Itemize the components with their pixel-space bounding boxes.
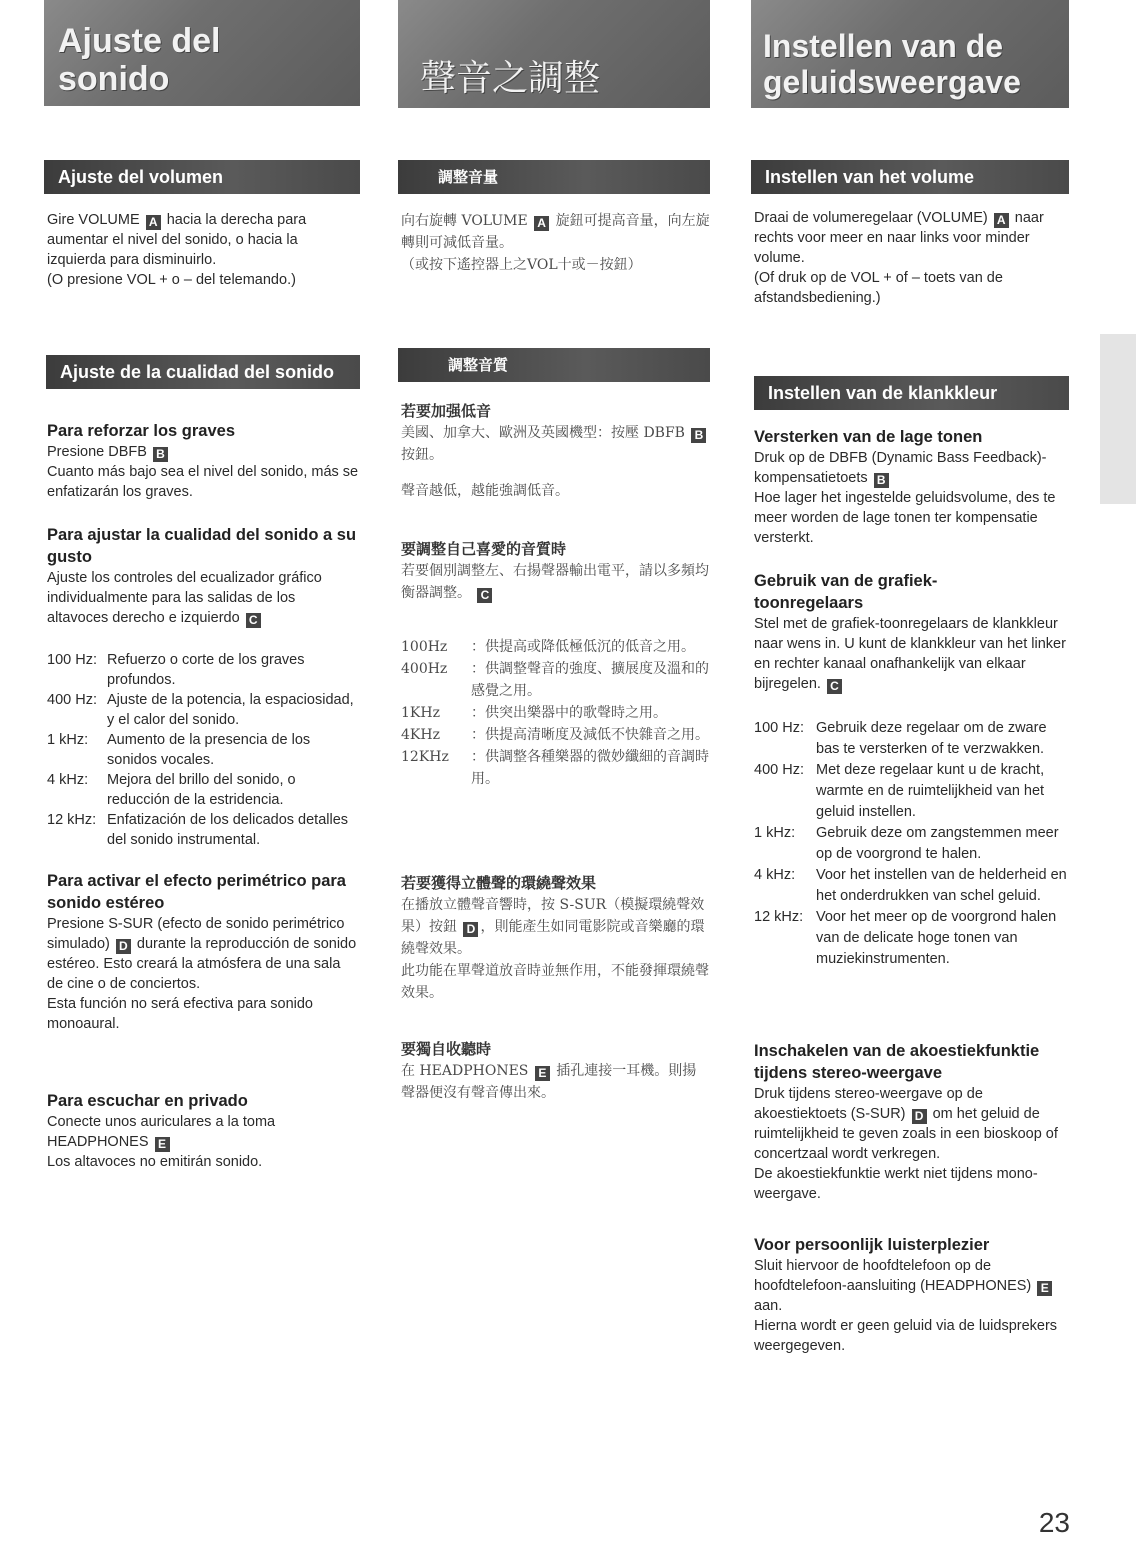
bass-heading: Versterken van de lage tonen [754,428,983,446]
taste-block: 要調整自己喜愛的音質時 若要個別調整左、右揚聲器輸出電平，請以多頻均衡器調整。 C [401,540,709,602]
key-b-icon: B [153,447,168,462]
surround-block: Para activar el efecto perimétrico para sonido estéreo Presione S-SUR (efecto de sonido perimétrico simulado) D durante la reproducción de sonido estéreo. Esto creará la atmósfera de una sala de cine o de conciertos. Esta función no será efectiva para sonido monoaural. [47,870,360,1034]
key-e-icon: E [535,1066,550,1081]
freq-list [401,636,710,790]
key-d-icon: D [463,922,478,937]
freq-item: 12KHz ：供調整各種樂器的微妙纖細的音調時用。 [401,749,709,787]
freq-item: 12 kHz: Voor het meer op de voorgrond halen van de delicate hoge tonen van muziekinstrumenten. [754,909,1057,967]
bass-block: Versterken van de lage tonen Druk op de DBFB (Dynamic Bass Feedback)-kompensatietoets B Hoe lager het ingestelde geluidsvolume, des te meer worden de lage tonen ter kompensatie versterkt. [754,426,1069,548]
private-block: Voor persoonlijk luisterplezier Sluit hiervoor de hoofdtelefoon op de hoofdtelefoon-aansluiting (HEADPHONES) E aan. Hierna wordt er geen geluid via de luidsprekers weergegeven. [754,1234,1069,1356]
volume-heading-bar: Instellen van het volume [751,160,1069,194]
freq-item: 400Hz ：供調整聲音的強度、擴展度及溫和的感覺之用。 [401,661,709,699]
bass-heading: 若要加强低音 [401,402,492,420]
key-e-icon: E [1037,1281,1052,1296]
key-a-icon: A [994,213,1009,228]
section-title-box [398,0,710,108]
bass-heading: Para reforzar los graves [47,422,236,440]
freq-item: 1 kHz: Gebruik deze om zangstemmen meer op de voorgrond te halen. [754,825,1059,862]
freq-item: 1KHz ：供突出樂器中的歌聲時之用。 [401,705,667,721]
section-title: Ajuste del sonido [58,22,221,98]
volume-text: Draai de volumeregelaar (VOLUME) A naar rechts voor meer en naar links voor minder volume. (Of druk op de VOL + of – toets van de afstandsbediening.) [754,210,1044,306]
section-title-box [751,0,1069,108]
freq-item: 1 kHz: Aumento de la presencia de los sonidos vocales. [47,732,311,768]
freq-item: 12 kHz: Enfatización de los delicados detalles del sonido instrumental. [47,812,349,848]
private-block: Para escuchar en privado Conecte unos auriculares a la toma HEADPHONES E Los altavoces no emitirán sonido. [47,1090,360,1172]
key-a-icon: A [534,216,549,231]
private-block: 要獨自收聽時 在 HEADPHONES E 插孔連接一耳機。則揚聲器便沒有聲音傳出來。 [401,1038,710,1104]
private-heading: Para escuchar en privado [47,1092,248,1110]
surround-heading: Inschakelen van de akoestiekfunktie tijdens stereo-weergave [754,1042,1040,1082]
freq-item: 100 Hz: Refuerzo o corte de los graves profundos. [47,652,305,688]
surround-heading: 若要獲得立體聲的環繞聲效果 [401,874,597,892]
volume-text: 向右旋轉 VOLUME A 旋鈕可提高音量，向左旋轉則可減低音量。 （或按下遙控器上之VOL十或－按鈕） [401,213,710,273]
key-b-icon: B [874,473,889,488]
key-c-icon: C [246,613,261,628]
freq-list [47,650,360,850]
surround-block: 若要獲得立體聲的環繞聲效果 在播放立體聲音響時，按 S-SUR（模擬環繞聲效果）按鈕 D ，則能產生如同電影院或音樂廳的環繞聲效果。 此功能在單聲道放音時並無作用，不能發揮環繞聲效果。 [401,874,709,1001]
freq-item: 400 Hz: Ajuste de la potencia, la espaciosidad, y el calor del sonido. [47,692,354,728]
key-c-icon: C [827,679,842,694]
surround-heading: Para activar el efecto perimétrico para sonido estéreo [47,872,346,912]
freq-item: 100 Hz: Gebruik deze regelaar om de zware bas te versterken of te verzwakken. [754,720,1047,757]
key-b-icon: B [691,428,706,443]
taste-block: Para ajustar la cualidad del sonido a su gusto Ajuste los controles del ecualizador gráfico individualmente para las salidas de los altavoces derecho e izquierdo C [47,524,360,628]
freq-item: 4KHz ：供提高清晰度及減低不快雜音之用。 [401,727,709,743]
quality-heading-bar: Ajuste de la cualidad del sonido [46,355,360,389]
freq-item: 4 kHz: Voor het instellen van de helderheid en het onderdrukken van schel geluid. [754,867,1067,904]
private-heading: 要獨自收聽時 [401,1040,492,1058]
private-heading: Voor persoonlijk luisterplezier [754,1236,990,1254]
key-c-icon: C [477,588,492,603]
taste-heading: 要調整自己喜愛的音質時 [401,540,567,558]
section-title-box [44,0,360,106]
section-title: Instellen van de geluidsweergave [763,28,1021,100]
freq-item: 4 kHz: Mejora del brillo del sonido, o reducción de la estridencia. [47,772,296,808]
freq-list [754,718,1069,970]
taste-heading: Para ajustar la cualidad del sonido a su gusto [47,526,357,566]
key-d-icon: D [116,939,131,954]
bass-block: Para reforzar los graves Presione DBFB B Cuanto más bajo sea el nivel del sonido, más se enfatizarán los graves. [47,422,359,500]
bass-block: 若要加强低音 美國、加拿大、歐洲及英國機型：按壓 DBFB B按鈕。 聲音越低，越能強調低音。 [401,400,710,502]
quality-heading-bar: 調整音質 [398,348,710,382]
volume-heading-bar: Ajuste del volumen [44,160,360,194]
taste-block: Gebruik van de grafiek-toonregelaars Stel met de grafiek-toonregelaars de klankkleur naar wens in. U kunt de klankkleur van het linker en rechter kanaal onafhankelijk van elkaar bijregelen. C [754,572,1066,693]
freq-item: 100Hz ：供提高或降低極低沉的低音之用。 [401,639,695,655]
surround-block: Inschakelen van de akoestiekfunktie tijdens stereo-weergave Druk tijdens stereo-weergave op de akoestiektoets (S-SUR) D om het geluid de ruimtelijkheid te geven zoals in een bioskoop of concertzaal wordt verkregen. De akoestiekfunktie werkt niet tijdens mono-weergave. [754,1040,1069,1204]
quality-heading-bar: Instellen van de klankkleur [754,376,1069,410]
freq-item: 400 Hz: Met deze regelaar kunt u de kracht, warmte en de ruimtelijkheid van het geluid instellen. [754,762,1045,820]
volume-text: Gire VOLUME A hacia la derecha para aumentar el nivel del sonido, o hacia la izquierda para disminuirlo. (O presione VOL + o – del telemando.) [47,212,307,288]
page-number: 23 [1038,1507,1070,1538]
key-d-icon: D [912,1109,927,1124]
side-index-tab [1100,334,1136,504]
taste-heading: Gebruik van de grafiek-toonregelaars [754,572,938,612]
section-title: 聲音之調整 [420,58,601,99]
key-e-icon: E [155,1137,170,1152]
volume-heading-bar: 調整音量 [398,160,710,194]
key-a-icon: A [146,215,161,230]
